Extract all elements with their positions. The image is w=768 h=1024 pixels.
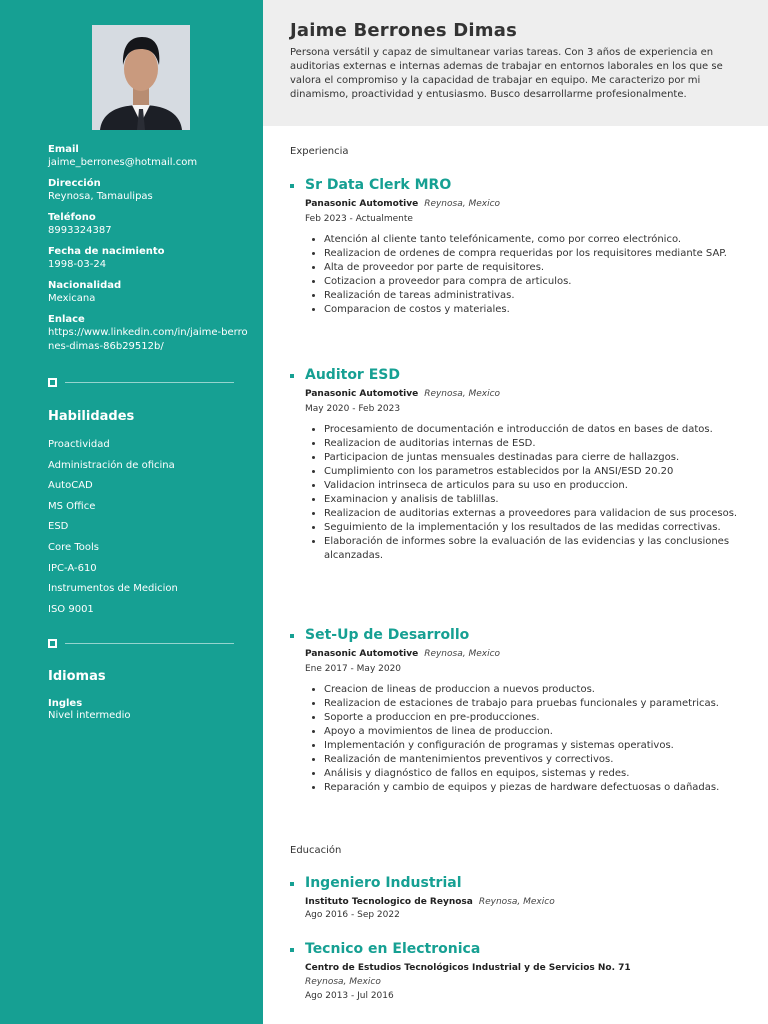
- skill-item: ISO 9001: [48, 603, 94, 615]
- company-name: Panasonic Automotive: [305, 389, 419, 399]
- skill-item: IPC-A-610: [48, 562, 97, 574]
- contact-label: Dirección: [48, 178, 101, 189]
- bullet-icon: [290, 374, 294, 378]
- duty-item: • Realizacion de ordenes de compra requeridas por los requisitores mediante SAP.: [324, 247, 754, 261]
- duty-item: • Apoyo a movimientos de linea de produccion.: [324, 725, 754, 739]
- contact-label: Teléfono: [48, 212, 96, 223]
- contact-address: [48, 177, 248, 204]
- degree-title: Tecnico en Electronica: [305, 941, 481, 957]
- institution-line: [305, 963, 631, 973]
- duty-item: • Procesamiento de documentación e introducción de datos en bases de datos.: [324, 423, 754, 437]
- duty-item: • Realización de tareas administrativas.: [324, 289, 754, 303]
- address-value: Reynosa, Tamaulipas: [48, 191, 153, 202]
- duty-item: • Creacion de lineas de produccion a nuevos productos.: [324, 683, 754, 697]
- institution-location: Reynosa, Mexico: [478, 897, 555, 907]
- company-location: Reynosa, Mexico: [424, 649, 501, 659]
- skill-item: Instrumentos de Medicion: [48, 583, 178, 595]
- section-divider: [48, 378, 234, 387]
- institution-name: Instituto Tecnologico de Reynosa: [305, 897, 473, 907]
- duty-item: • Cotizacion a proveedor para compra de articulos.: [324, 275, 754, 289]
- institution-line: [305, 897, 555, 907]
- sidebar: [0, 0, 263, 1024]
- linkedin-link[interactable]: https://www.linkedin.com/in/jaime-berrones-dimas-86b29512b/: [48, 327, 248, 352]
- language-item: [48, 698, 131, 722]
- degree-title: Ingeniero Industrial: [305, 875, 462, 891]
- language-level: Nivel intermedio: [48, 710, 131, 721]
- contact-birthdate: [48, 245, 248, 272]
- duty-item: • Realizacion de auditorias internas de ESD.: [324, 437, 754, 451]
- company-line: [305, 649, 500, 659]
- company-line: [305, 389, 500, 399]
- skill-item: AutoCAD: [48, 480, 93, 492]
- experience-title: Experiencia: [290, 146, 349, 157]
- bullet-icon: [290, 948, 294, 952]
- job-title: Set-Up de Desarrollo: [305, 627, 470, 643]
- divider-line: [65, 643, 234, 644]
- section-divider: [48, 639, 234, 648]
- contact-link: [48, 313, 248, 354]
- job-title: Sr Data Clerk MRO: [305, 177, 452, 193]
- languages-title: Idiomas: [48, 669, 106, 684]
- duty-item: • Validacion intrinseca de articulos para su uso en produccion.: [324, 479, 754, 493]
- skill-item: MS Office: [48, 500, 96, 512]
- phone-value: 8993324387: [48, 225, 112, 236]
- education-dates: Ago 2016 - Sep 2022: [305, 910, 400, 920]
- company-location: Reynosa, Mexico: [424, 199, 501, 209]
- institution-location: Reynosa, Mexico: [305, 977, 381, 987]
- institution-name: Centro de Estudios Tecnológicos Industrial y de Servicios No. 71: [305, 963, 631, 973]
- skills-list: [48, 438, 178, 623]
- contact-label: Fecha de nacimiento: [48, 246, 165, 257]
- duty-item: • Seguimiento de la implementación y los resultados de las medidas correctivas.: [324, 521, 754, 535]
- job-title: Auditor ESD: [305, 367, 400, 383]
- duties-list: [305, 683, 754, 795]
- contact-label: Enlace: [48, 314, 85, 325]
- contact-email: [48, 143, 248, 170]
- email-value[interactable]: jaime_berrones@hotmail.com: [48, 157, 198, 168]
- duty-item: • Examinacion y analisis de tablillas.: [324, 493, 754, 507]
- duty-item: • Soporte a produccion en pre-producciones.: [324, 711, 754, 725]
- company-name: Panasonic Automotive: [305, 199, 419, 209]
- education-title: Educación: [290, 845, 342, 856]
- duty-item: • Alta de proveedor por parte de requisitores.: [324, 261, 754, 275]
- divider-line: [65, 382, 234, 383]
- education-dates: Ago 2013 - Jul 2016: [305, 991, 394, 1001]
- duty-item: • Cumplimiento con los parametros establecidos por la ANSI/ESD 20.20: [324, 465, 754, 479]
- skills-title: Habilidades: [48, 409, 135, 424]
- duty-item: • Análisis y diagnóstico de fallos en equipos, sistemas y redes.: [324, 767, 754, 781]
- company-line: [305, 199, 500, 209]
- skill-item: Administración de oficina: [48, 459, 175, 471]
- bullet-icon: [290, 184, 294, 188]
- nationality-value: Mexicana: [48, 293, 96, 304]
- duty-item: • Participacion de juntas mensuales destinadas para cierre de hallazgos.: [324, 451, 754, 465]
- duties-list: [305, 233, 754, 317]
- contact-label: Nacionalidad: [48, 280, 122, 291]
- duties-list: [305, 423, 754, 563]
- birthdate-value: 1998-03-24: [48, 259, 107, 270]
- duty-item: • Realizacion de estaciones de trabajo para pruebas funcionales y parametricas.: [324, 697, 754, 711]
- duty-item: • Elaboración de informes sobre la evaluación de las evidencias y las conclusiones alcanzadas.: [324, 535, 754, 563]
- skill-item: Core Tools: [48, 541, 99, 553]
- bullet-icon: [290, 882, 294, 886]
- profile-summary: Persona versátil y capaz de simultanear varias tareas. Con 3 años de experiencia en auditorias externas e internas ademas de trabajar en entornos laborales en los que se valora el compromiso y la capacidad de trabajar en equipo. Me caracterizo por mi dinamismo, proactividad y entusiasmo. Busco desarrollarme profesionalmente.: [290, 47, 723, 100]
- duty-item: • Comparacion de costos y materiales.: [324, 303, 754, 317]
- skill-item: ESD: [48, 521, 69, 533]
- language-name: Ingles: [48, 698, 83, 709]
- duty-item: • Realización de mantenimientos preventivos y correctivos.: [324, 753, 754, 767]
- bullet-icon: [290, 634, 294, 638]
- duty-item: • Implementación y configuración de programas y sistemas operativos.: [324, 739, 754, 753]
- duty-item: • Realizacion de auditorias externas a proveedores para validacion de sus procesos.: [324, 507, 754, 521]
- profile-photo: [92, 25, 190, 130]
- company-name: Panasonic Automotive: [305, 649, 419, 659]
- contact-nationality: [48, 279, 248, 306]
- duty-item: • Reparación y cambio de equipos y piezas de hardware defectuosas o dañadas.: [324, 781, 754, 795]
- job-dates: Ene 2017 - May 2020: [305, 664, 402, 674]
- square-icon: [48, 639, 57, 648]
- skill-item: Proactividad: [48, 439, 110, 450]
- job-dates: Feb 2023 - Actualmente: [305, 214, 413, 224]
- person-name: Jaime Berrones Dimas: [290, 20, 518, 41]
- company-location: Reynosa, Mexico: [424, 389, 501, 399]
- contact-label: Email: [48, 144, 79, 155]
- square-icon: [48, 378, 57, 387]
- contact-phone: [48, 211, 248, 238]
- contact-info: [48, 143, 248, 361]
- job-dates: May 2020 - Feb 2023: [305, 404, 401, 414]
- profile-header: [263, 0, 768, 126]
- duty-item: • Atención al cliente tanto telefónicamente, como por correo electrónico.: [324, 233, 754, 247]
